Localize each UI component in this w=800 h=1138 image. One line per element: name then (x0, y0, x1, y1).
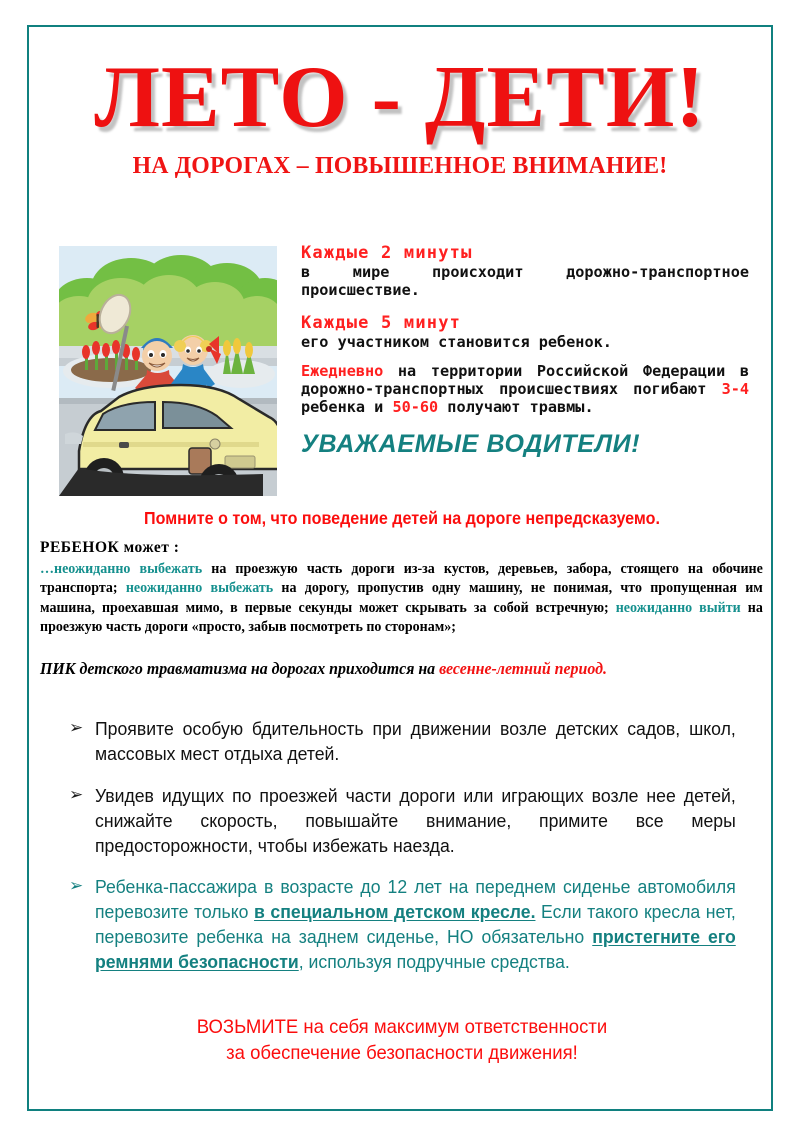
stat-item (301, 313, 749, 352)
daily-stat-body (301, 363, 749, 417)
list-item-text (95, 875, 736, 975)
list-item-text: Увидев идущих по проезжей части дороги или играющих возле нее детей, снижайте скорость, повышайте внимание, примите все меры предосторожности, чтобы избежать наезда. (95, 784, 736, 856)
child-block-label: РЕБЕНОК может : (40, 539, 180, 556)
daily-stat-killed: 3-4 (721, 379, 749, 398)
peak-season-line (40, 659, 742, 679)
child-highlight-2: неожиданно выбежать (125, 580, 274, 597)
list-item-emphasis-1: в специальном детском кресле. (254, 901, 536, 923)
child-text-1: на проезжую часть дороги из-за кустов, деревьев, забора, стоящего на обочине транспорта; (40, 561, 763, 597)
children-near-road-illustration (59, 246, 277, 496)
closing-line-1: ВОЗЬМИТЕ на себя максимум ответственности (196, 1016, 608, 1038)
list-item-seg-2: Если такого кресла нет, перевозите ребенка на заднем сиденье, НО обязательно (95, 901, 736, 948)
child-block-paragraph (40, 560, 763, 638)
page-subtitle: НА ДОРОГАХ – ПОВЫШЕННОЕ ВНИМАНИЕ! (132, 152, 668, 180)
child-behaviour-block (40, 539, 764, 679)
list-item (69, 784, 759, 859)
daily-stat-part2: ребенка и (301, 397, 393, 416)
peak-line-text: ПИК детского травматизма на дорогах приходится на (40, 658, 440, 678)
daily-stat-part3: получают травмы. (438, 397, 594, 416)
list-item-emphasis-2: пристегните его ремнями безопасности (95, 926, 736, 972)
stat-headline: Каждые 5 минут (301, 312, 462, 333)
list-item (69, 717, 759, 767)
title-block (29, 49, 771, 180)
list-item-text: Проявите особую бдительность при движении возле детских садов, школ, массовых мест отдыха детей. (95, 718, 736, 764)
list-item-seg-3: , используя подручные средства. (298, 951, 570, 972)
stat-body: его участником становится ребенок. (301, 332, 612, 351)
stats-column (301, 243, 749, 459)
child-text-2: на дорогу, пропустив одну машину, не понимая, что пропущенная им машина, проехавшая мимо, в первые секунды может скрывать за собой встречную; (40, 580, 763, 616)
arrow-bullet-icon: ➢ (69, 784, 84, 805)
daily-stat-injured: 50-60 (392, 397, 439, 416)
poster-frame (27, 25, 773, 1111)
stat-headline: Каждые 2 минуты (301, 243, 473, 263)
list-item (69, 875, 759, 975)
child-highlight-3: неожиданно выйти (615, 599, 741, 616)
daily-stat-lead: Ежедневно (301, 361, 384, 380)
closing-line-2: за обеспечение безопасности движения! (226, 1041, 578, 1064)
peak-line-highlight: весенне-летний период. (439, 658, 607, 678)
drivers-call-heading: УВАЖАЕМЫЕ ВОДИТЕЛИ! (301, 429, 641, 458)
daily-stat-item (301, 363, 749, 417)
daily-stat-part1: на территории Российской Федерации в дорожно-транспортных происшествиях погибают (301, 361, 749, 398)
illustration-svg (59, 246, 277, 496)
closing-call-to-action (48, 1015, 757, 1066)
hero-row (29, 223, 775, 498)
remember-line: Помните о том, что поведение детей на дороге непредсказуемо. (144, 508, 660, 528)
page-title: ЛЕТО - ДЕТИ! (94, 49, 706, 146)
child-highlight-1: …неожиданно выбежать (40, 561, 203, 577)
child-text-3: на проезжую часть дороги «просто, забыв посмотреть по сторонам»; (40, 599, 763, 636)
arrow-bullet-icon: ➢ (69, 876, 84, 897)
stat-item (301, 243, 749, 300)
list-item-seg-1: Ребенка-пассажира в возрасте до 12 лет на переднем сиденье автомобиля перевозите только (95, 876, 736, 923)
stat-body: в мире происходит дорожно-транспортное происшествие. (301, 263, 749, 299)
advice-list (69, 717, 759, 992)
arrow-bullet-icon: ➢ (69, 718, 84, 738)
